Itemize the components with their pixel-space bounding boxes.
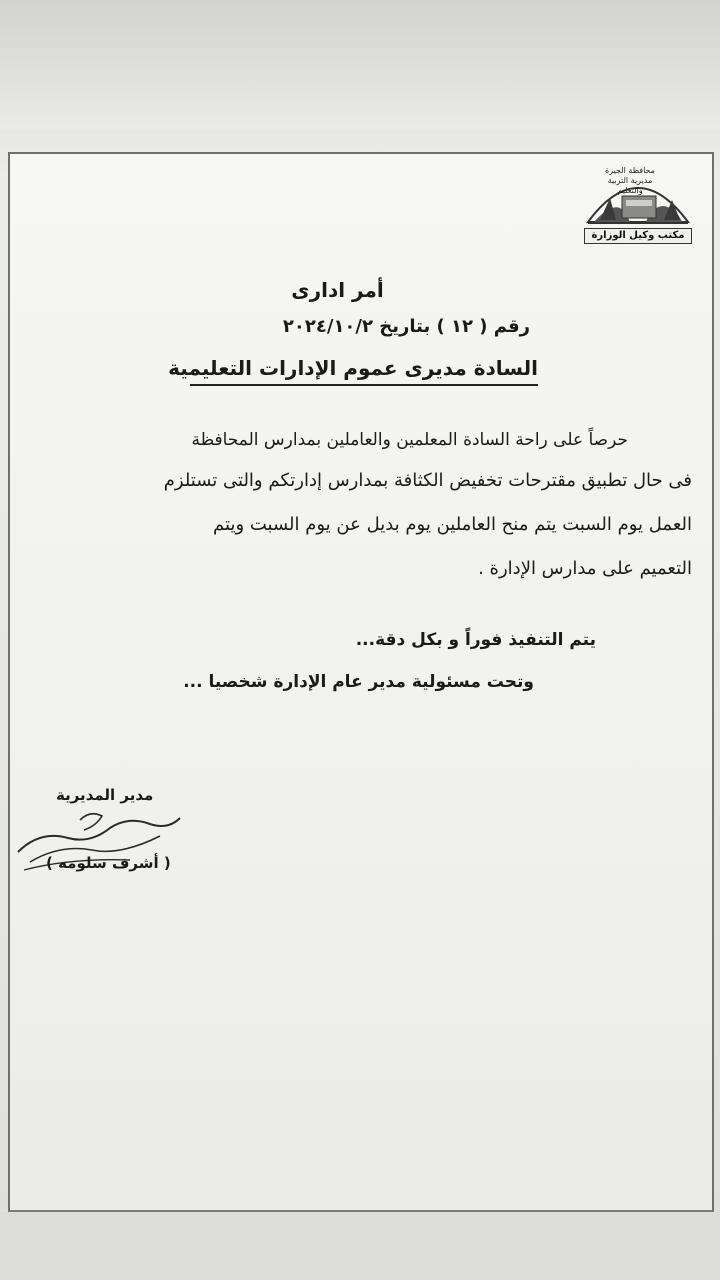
responsibility-note: وتحت مسئولية مدير عام الإدارة شخصيا ... — [183, 672, 534, 692]
document-number-date: رقم ( ١٢ ) بتاريخ ٢٠٢٤/١٠/٢ — [282, 316, 530, 337]
emblem-caption: مكتب وكيل الوزارة — [584, 228, 692, 244]
addressee-line: السادة مديرى عموم الإدارات التعليمية — [190, 356, 538, 386]
body-line-4: التعميم على مدارس الإدارة . — [478, 558, 692, 579]
body-line-1: حرصاً على راحة السادة المعلمين والعاملين بمدارس المحافظة — [191, 430, 628, 450]
document-title: أمر ادارى — [291, 278, 384, 302]
body-line-2: فى حال تطبيق مقترحات تخفيض الكثافة بمدارس إدارتكم والتى تستلزم — [163, 470, 692, 491]
surface-below-page — [0, 1212, 720, 1280]
body-line-3: العمل يوم السبت يتم منح العاملين يوم بديل عن يوم السبت ويتم — [213, 514, 692, 535]
signatory-title: مدير المديرية — [56, 786, 154, 804]
execution-instruction: يتم التنفيذ فوراً و بكل دقة... — [355, 630, 596, 650]
emblem-top-text: محافظة الجيزة مديرية التربية والتعليم — [605, 166, 655, 195]
ministry-emblem — [580, 160, 696, 250]
signatory-name: ( أشرف سلومه ) — [46, 854, 171, 872]
background-surface — [0, 0, 720, 130]
